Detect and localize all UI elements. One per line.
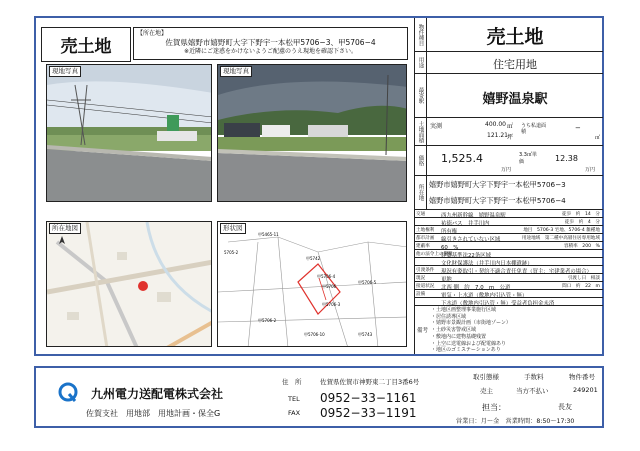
contact-label: 担当：: [482, 403, 506, 412]
detail-label: 設備: [416, 292, 426, 297]
unit-price-label: 3.3㎡単価: [519, 152, 537, 165]
address-line-2: 嬉野市嬉野町大字下野宇一本松甲5706−4: [429, 196, 566, 205]
remark-item: ・地区のゴミステーションあり: [431, 347, 501, 354]
address-label: 住 所: [282, 378, 302, 386]
detail-extra: 容積率 200 %: [563, 244, 600, 249]
detail-value: 現況有姿取引・契約不適合責任免責（買主：宅建業者の場合）: [441, 268, 592, 275]
fax-value: 0952−33−1191: [320, 406, 417, 420]
location-map: [46, 221, 212, 347]
detail-label: 引渡条件: [416, 268, 435, 273]
use-label: 用途: [415, 52, 427, 73]
detail-label: 接道状況: [416, 284, 435, 289]
unit-price-value: 12.38: [555, 154, 578, 163]
location-label: 【所在地】: [137, 30, 168, 37]
plot-label-2: 甲5706-3: [322, 302, 341, 307]
type-value: 売土地: [486, 26, 544, 48]
detail-extra: 用途地域 第二種中高層住居専用地域: [521, 236, 600, 241]
detail-row: [415, 290, 603, 298]
area-tsubo-unit: 坪: [507, 134, 514, 141]
business-hours: 営業日：月〜金 営業時間：8:50〜17:30: [456, 418, 575, 425]
detail-extra: 引渡し日 相談: [567, 276, 600, 281]
area-label: 土地面積: [415, 118, 427, 145]
detail-value: 祐徳バス 井手川内: [441, 220, 490, 227]
remarks-list: [431, 307, 511, 354]
detail-label: 他の法令上の制限: [416, 252, 453, 257]
price-label: 価格: [415, 146, 427, 175]
detail-label: 交通: [416, 212, 426, 217]
plot-label-8: 甲5465-11: [258, 232, 279, 237]
plot-label-10: 5705-2: [224, 250, 239, 255]
detail-value: 下水道（敷地内引込管・無）受益者負担金未済: [441, 300, 555, 307]
remark-item: ・土砂災害警戒区域: [431, 327, 477, 334]
detail-row: [415, 258, 603, 266]
detail-row: [415, 250, 603, 258]
detail-label: 現況: [416, 276, 426, 281]
plot-label-3: 甲5742: [306, 256, 321, 261]
location-map-image: [47, 222, 212, 347]
number-label: 物件番号: [569, 373, 595, 381]
company-name: 九州電力送配電株式会社: [91, 387, 224, 401]
map1-label: 所在地図: [49, 223, 81, 234]
remark-item: ・敷地内に建物基礎残置: [431, 333, 487, 340]
price-row: [415, 146, 603, 176]
plot-diagram: [217, 221, 407, 347]
detail-value: 文化財保護法（井手川内日本棚遺跡）: [441, 260, 533, 267]
fee-value: 当方不払い: [516, 387, 549, 395]
branch-name: 佐賀支社 用地部 用地計画・保全G: [86, 409, 221, 418]
type-label: 物件種目: [415, 18, 427, 51]
detail-extra: 徒歩 約 4 分: [564, 220, 600, 225]
use-value: 住宅用地: [493, 58, 537, 71]
type-row: [415, 18, 603, 52]
detail-value: 電気・上水道（敷地内引込管・無）: [441, 292, 528, 299]
detail-extra: 地目 5706-3 宅地、5706-4 雑種地: [523, 228, 600, 233]
tel-label: TEL: [288, 395, 300, 403]
detail-row: [415, 282, 603, 290]
mode-value: 売主: [480, 387, 493, 395]
detail-label: 都市計画: [416, 236, 435, 241]
station-label: 最寄駅: [415, 74, 427, 117]
detail-value: 北西 側 約 7.0 m 公道: [441, 284, 511, 291]
detail-value: 所有権: [441, 228, 458, 235]
site-photo-1: [46, 64, 212, 202]
private-road-label: うち私道面積: [521, 123, 547, 135]
property-summary-table: [414, 18, 602, 354]
address-label: 所在地: [415, 176, 427, 209]
area-sqm-unit: ㎡: [507, 123, 514, 130]
location-box: [133, 27, 408, 60]
location-address: 佐賀県嬉野市嬉野町大字下野宇一本松甲5706−3、甲5706−4: [165, 38, 376, 47]
photo1-label: 現地写真: [49, 66, 81, 77]
remarks-label: 備考: [417, 328, 429, 334]
detail-value: 60 %: [441, 244, 459, 251]
area-row: [415, 118, 603, 146]
number-value: 249201: [573, 386, 598, 394]
detail-extra: 徒歩 約 14 分: [561, 212, 600, 217]
detail-row: [415, 242, 603, 250]
detail-row: [415, 210, 603, 218]
footer-contact: [34, 366, 604, 428]
detail-row: [415, 274, 603, 282]
detail-value: 建築基準法22条区域: [441, 252, 491, 259]
photo2-label: 現地写真: [220, 66, 252, 77]
site-photo-2: [217, 64, 407, 202]
plot-label-7: 甲5743: [358, 332, 373, 337]
area-tsubo: 121.21: [487, 132, 508, 139]
tel-value[interactable]: 0952−33−1161: [320, 391, 417, 405]
detail-row: [415, 298, 603, 306]
fee-label: 手数料: [524, 373, 544, 381]
detail-label: 土地権利: [416, 228, 435, 233]
area-sqm: 400.00: [485, 121, 506, 128]
fax-label: FAX: [288, 409, 301, 417]
detail-value: 西九州新幹線 嬉野温泉駅: [441, 212, 506, 219]
address-row: [415, 176, 603, 210]
contact-value: 長友: [558, 403, 572, 411]
price-value: 1,525.4: [441, 152, 483, 165]
remark-item: ・嬉野市景観計画（市街地ゾーン）: [431, 320, 511, 327]
site-photo-2-image: [218, 65, 407, 202]
address-line-1: 嬉野市嬉野町大字下野宇一本松甲5706−3: [429, 180, 566, 189]
price-unit: 万円: [501, 167, 512, 173]
plot-label-6: 甲5706-10: [304, 332, 325, 337]
private-road-unit: ㎡: [595, 135, 601, 141]
mode-label: 取引態様: [473, 373, 499, 381]
station-row: [415, 74, 603, 118]
detail-row: [415, 218, 603, 226]
area-measured-label: 実測: [430, 123, 443, 130]
address-value: 佐賀県佐賀市神野東二丁目3番6号: [320, 378, 420, 386]
detail-row: [415, 226, 603, 234]
detail-value: 更地: [441, 276, 452, 283]
detail-extra: 間口 約 22 m: [562, 284, 600, 289]
detail-label: 建蔽率: [416, 244, 430, 249]
remark-item: ・上空に送電線および配電線あり: [431, 340, 507, 347]
company-logo-icon: [58, 382, 78, 402]
plot-label-9: 甲5706: [322, 284, 337, 289]
site-photo-1-image: [47, 65, 212, 202]
unit-price-unit: 万円: [585, 167, 596, 173]
detail-row: [415, 234, 603, 242]
remark-item: ・居住誘導区域: [431, 313, 467, 320]
private-road-value: −: [575, 124, 581, 132]
remark-item: ・土地区画整理事業施行区域: [431, 307, 497, 313]
plot-diagram-image: [218, 222, 407, 347]
map2-label: 形状図: [220, 223, 246, 234]
remarks-row: [415, 306, 603, 354]
location-note: ※近隣にご迷惑をかけないようご配慮のうえ現地を確認下さい。: [183, 48, 358, 55]
plot-label-5: 甲5706-2: [258, 318, 277, 323]
plot-label-1: 甲5706-4: [317, 274, 336, 279]
station-value: 嬉野温泉駅: [482, 92, 548, 107]
detail-value: 線引きされていない区域: [441, 236, 501, 243]
use-row: [415, 52, 603, 74]
detail-row: [415, 266, 603, 274]
title-badge: 売土地: [41, 27, 131, 62]
plot-label-4: 甲5706-5: [358, 280, 377, 285]
